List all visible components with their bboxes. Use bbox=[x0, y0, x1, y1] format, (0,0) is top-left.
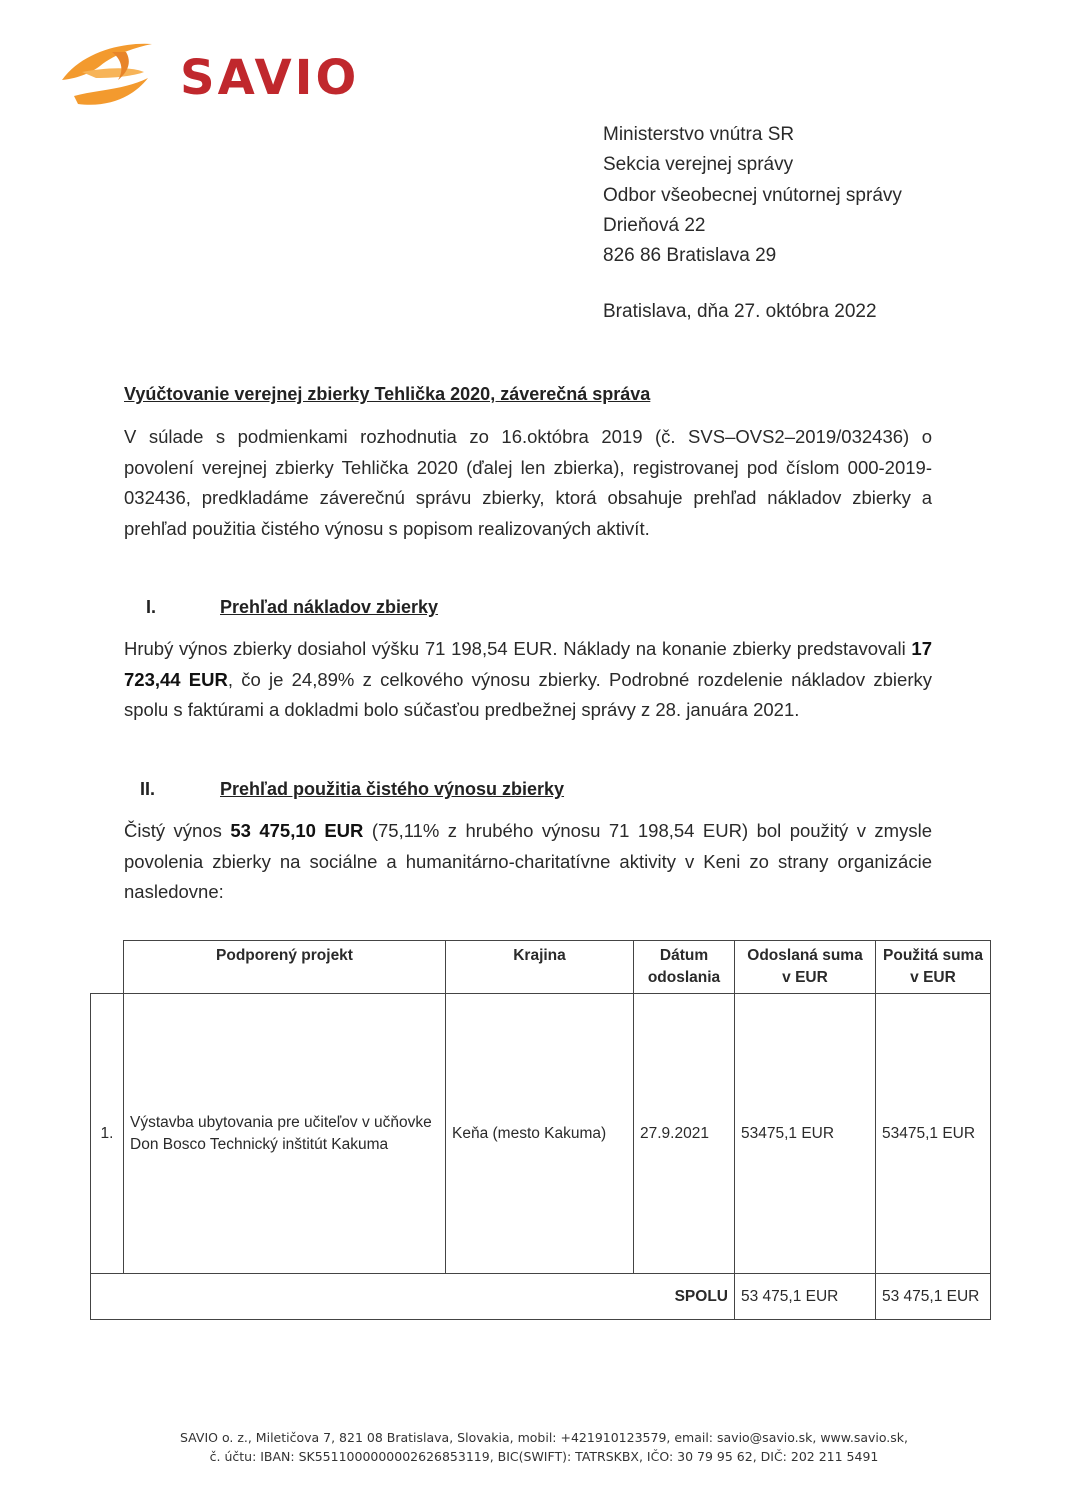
footer-line: č. účtu: IBAN: SK5511000000002626853119, BIC(SWIFT): TATRSKBX, IČO: 30 79 95 62, DIČ: 202 211 5491 bbox=[209, 1449, 879, 1464]
document-title: Vyúčtovanie verejnej zbierky Tehlička 2020, záverečná správa bbox=[124, 384, 651, 404]
table-header-cell: Krajina bbox=[446, 941, 634, 994]
section1-paragraph bbox=[124, 634, 932, 726]
table-header-cell: Podporený projekt bbox=[124, 941, 446, 994]
section1-number: I. bbox=[146, 597, 157, 617]
used-amount-cell: 53475,1 EUR bbox=[876, 994, 991, 1274]
table-row bbox=[91, 994, 991, 1274]
section1-title: Prehľad nákladov zbierky bbox=[220, 597, 439, 617]
section2-text-b: (75,11% z hrubého výnosu 71 198,54 EUR) bol použitý v zmysle povolenia zbierky na sociálne a humanitárno-charitatívne aktivity v Keni zo strany organizácie nasledovne: bbox=[124, 820, 932, 902]
section2-paragraph bbox=[124, 816, 932, 908]
intro-paragraph: V súlade s podmienkami rozhodnutia zo 16.októbra 2019 (č. SVS–OVS2–2019/032436) o povolení verejnej zbierky Tehlička 2020 (ďalej len zbierka), registrovanej pod číslom 000-2019-032436, predkladáme záverečnú správu zbierky, ktorá obsahuje prehľad nákladov zbierky a prehľad použitia čistého výnosu s popisom realizovaných aktivít. bbox=[124, 426, 932, 539]
footer bbox=[0, 1428, 1088, 1466]
total-label: SPOLU bbox=[91, 1274, 735, 1320]
section1-cost-amount: 17 723,44 EUR bbox=[124, 638, 932, 690]
table-header-cell: Odoslaná suma v EUR bbox=[735, 941, 876, 994]
date-line: Bratislava, dňa 27. októbra 2022 bbox=[603, 301, 877, 322]
footer-line: SAVIO o. z., Miletičova 7, 821 08 Bratislava, Slovakia, mobil: +421910123579, email: savio@savio.sk, www.savio.sk, bbox=[179, 1430, 908, 1445]
recipient-address bbox=[603, 120, 902, 271]
section1-text-b: , čo je 24,89% z celkového výnosu zbierky. Podrobné rozdelenie nákladov zbierky spolu s faktúrami a dokladmi bolo súčasťou predbežnej správy z 28. januára 2021. bbox=[124, 668, 932, 720]
date-cell: 27.9.2021 bbox=[634, 994, 735, 1274]
project-cell: Výstavba ubytovania pre učiteľov v učňovke Don Bosco Technický inštitút Kakuma bbox=[124, 994, 446, 1274]
projects-table bbox=[90, 940, 991, 1320]
address-line: Odbor všeobecnej vnútornej správy bbox=[603, 184, 902, 206]
table-header-empty bbox=[91, 941, 124, 994]
table-total-row bbox=[91, 1274, 991, 1320]
country-cell: Keňa (mesto Kakuma) bbox=[446, 994, 634, 1274]
section2-number: II. bbox=[140, 779, 156, 799]
table-header-cell: Dátum odoslania bbox=[634, 941, 735, 994]
address-line: Drieňová 22 bbox=[603, 214, 706, 236]
row-number: 1. bbox=[91, 994, 124, 1274]
section1-text-a: Hrubý výnos zbierky dosiahol výšku 71 198,54 EUR. Náklady na konanie zbierky predstavovali bbox=[124, 638, 912, 659]
address-line: Sekcia verejnej správy bbox=[603, 154, 794, 176]
total-used-cell: 53 475,1 EUR bbox=[876, 1274, 991, 1320]
address-line: Ministerstvo vnútra SR bbox=[603, 124, 795, 145]
address-line: 826 86 Bratislava 29 bbox=[603, 245, 777, 267]
section2-net-amount: 53 475,10 EUR bbox=[230, 820, 364, 841]
logo-text: SAVIO bbox=[180, 50, 360, 106]
total-sent-cell: 53 475,1 EUR bbox=[735, 1274, 876, 1320]
table-header-row bbox=[91, 941, 991, 994]
section2-title: Prehľad použitia čistého výnosu zbierky bbox=[220, 779, 565, 799]
section2-text-a: Čistý výnos bbox=[124, 820, 231, 841]
sent-amount-cell: 53475,1 EUR bbox=[735, 994, 876, 1274]
table-header-cell: Použitá suma v EUR bbox=[876, 941, 991, 994]
savio-emblem-icon bbox=[52, 32, 182, 112]
